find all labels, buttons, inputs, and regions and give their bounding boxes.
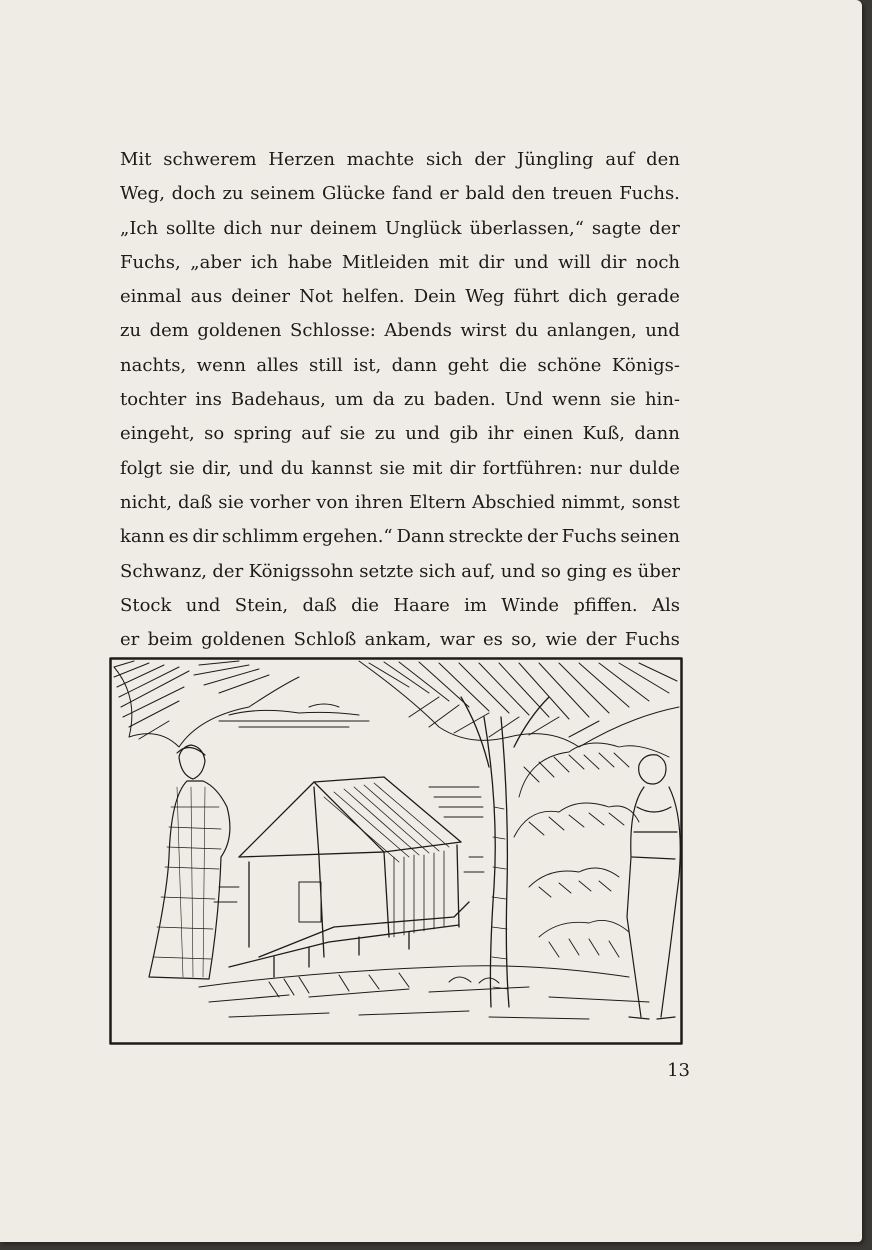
word: anlangen, [546,320,637,342]
word: Winde [501,594,559,616]
word: und [645,320,680,342]
word: zu [222,183,244,205]
word: mit [438,251,469,273]
word: dich [223,217,263,239]
word: Und [504,389,544,411]
word: er [120,629,140,651]
word: daß [302,594,337,616]
word: Fuchs, [120,251,181,273]
word: Not [299,286,333,308]
word: noch [635,251,680,273]
text-line [120,349,680,383]
word: seinem [250,183,316,205]
word: dir, [202,457,232,479]
word: Schloß [293,629,357,651]
word: zu [120,320,142,342]
word: goldenen [201,629,286,651]
word: der [212,560,244,582]
word: seinen [620,526,680,548]
word: pfiffen. [573,594,638,616]
word: sie [339,423,366,445]
bushes-right [514,743,669,957]
word: der [527,526,558,548]
word: mit [412,457,443,479]
word: Mitleiden [341,251,430,273]
word: ist, [353,354,382,376]
word: Schwanz, [120,560,207,582]
bathhouse [229,777,469,977]
word: ergehen.“ [302,526,393,548]
word: kannst [311,457,373,479]
text-line [120,520,680,554]
text-line [120,280,680,314]
word: es [482,629,503,651]
word: Abschied [471,491,556,513]
word: Badehaus, [230,389,326,411]
word: will [558,251,591,273]
word: schwerem [163,149,257,170]
word: daß [177,491,213,513]
page-number: 13 [667,1060,690,1081]
text-line [120,314,680,348]
word: Haare [393,594,450,616]
word: baden. [433,389,496,411]
word: den [511,183,546,205]
word: er [439,183,459,205]
word: sie [610,389,636,411]
word: ankam, [364,629,432,651]
word: dann [634,423,680,445]
word: nur [589,457,622,479]
word: ihren [354,491,404,513]
word: dann [391,354,438,376]
word: sie [169,457,195,479]
word: deinem [309,217,378,239]
word: Dann [396,526,445,548]
word: über [637,560,680,582]
word: aus [190,286,223,308]
word: alles [256,354,299,376]
text-line [120,486,680,520]
word: dir [600,251,627,273]
word: die [351,594,379,616]
word: Unglück [384,217,462,239]
woman-figure [149,745,230,979]
word: Eltern [409,491,466,513]
word: um [334,389,364,411]
word: den [646,149,680,170]
word: vorher [249,491,311,513]
illustration-bathhouse-scene [109,657,683,1045]
word: Abends [384,320,452,342]
word: gib [449,423,479,445]
word: sich [425,149,463,170]
word: bald [465,183,505,205]
word: eingeht, [120,423,195,445]
word: Herzen [268,149,335,170]
word: du [280,457,304,479]
text-line [120,452,680,486]
word: nur [270,217,302,239]
word: folgt [120,457,163,479]
word: ich [250,251,279,273]
word: im [464,594,487,616]
word: fortführen: [482,457,583,479]
text-line [120,383,680,417]
word: zu [403,389,425,411]
sky-clouds [219,704,369,727]
word: gerade [616,286,680,308]
word: sie [218,491,244,513]
word: Fuchs. [619,183,680,205]
text-line [120,589,680,623]
word: ging [566,560,607,582]
word: Weg, [120,183,165,205]
word: goldenen [197,320,282,342]
word: der [585,629,617,651]
word: still [309,354,343,376]
word: Stein, [234,594,289,616]
word: nicht, [120,491,172,513]
word: so [540,560,562,582]
word: Dein [413,286,457,308]
word: überlassen,“ [469,217,584,239]
word: wenn [196,354,246,376]
body-text [120,143,680,657]
word: Jüngling [517,149,594,170]
word: fand [392,183,433,205]
word: helfen. [341,286,405,308]
word: so, [511,629,538,651]
word: war [439,629,475,651]
text-line [120,623,680,657]
word: einmal [120,286,182,308]
word: und [513,251,549,273]
word: sie [379,457,406,479]
word: geht [447,354,489,376]
word: sich [419,560,456,582]
text-line [120,143,680,177]
word: und [238,457,274,479]
word: von [316,491,349,513]
word: Kuß, [582,423,625,445]
text-line [120,177,680,211]
word: Fuchs [624,629,680,651]
word: ihr [487,423,514,445]
word: treuen [552,183,613,205]
tree-canopy [359,661,679,747]
word: dir [478,251,505,273]
word: einen [522,423,574,445]
word: Fuchs [561,526,617,548]
text-line [120,555,680,589]
word: die [499,354,527,376]
word: tochter [120,389,187,411]
word: sonst [631,491,680,513]
foreground-ground [199,966,649,1019]
word: auf [605,149,635,170]
word: wenn [552,389,602,411]
text-line [120,246,680,280]
word: nachts, [120,354,187,376]
text-line [120,417,680,451]
foliage-top-left [114,661,299,747]
word: streckte [448,526,524,548]
word: dulde [628,457,680,479]
word: setzte [359,560,414,582]
word: dir [449,457,476,479]
word: der [649,217,680,239]
word: Als [651,594,680,616]
word: hin- [644,389,680,411]
word: spring [233,423,292,445]
word: ins [195,389,222,411]
word: schöne [537,354,602,376]
word: „aber [190,251,242,273]
word: Weg [465,286,505,308]
word: Königs- [611,354,680,376]
word: kann [120,526,165,548]
word: wirst [460,320,507,342]
word: sagte [591,217,642,239]
prince-figure [627,755,680,1019]
word: beim [147,629,193,651]
word: dem [149,320,189,342]
word: führt [513,286,560,308]
word: dir [192,526,219,548]
word: Stock [120,594,172,616]
word: nimmt, [561,491,626,513]
word: es [612,560,633,582]
word: auf, [461,560,496,582]
word: machte [346,149,415,170]
word: deiner [231,286,291,308]
word: und [185,594,221,616]
word: auf [301,423,331,445]
word: der [474,149,506,170]
word: dich [568,286,608,308]
word: doch [171,183,216,205]
word: sollte [165,217,216,239]
text-line [120,212,680,246]
word: es [168,526,189,548]
word: und [500,560,536,582]
word: wie [545,629,578,651]
tree-trunk [461,697,549,1007]
word: so [204,423,225,445]
word: Schlosse: [290,320,376,342]
word: schlimm [222,526,299,548]
word: du [515,320,539,342]
word: Mit [120,149,152,170]
word: Königssohn [248,560,354,582]
word: „Ich [120,217,159,239]
word: und [405,423,440,445]
word: da [372,389,395,411]
word: habe [287,251,333,273]
word: Glücke [321,183,386,205]
word: zu [374,423,396,445]
